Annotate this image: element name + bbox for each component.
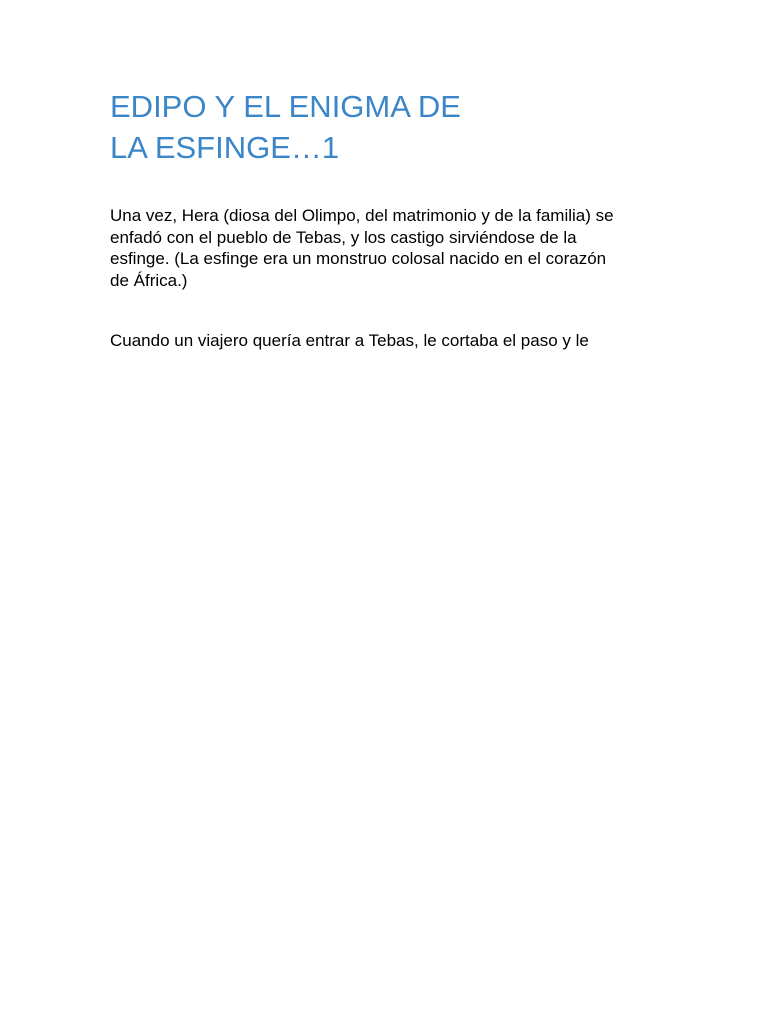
page-title-line: LA ESFINGE…1 bbox=[110, 130, 340, 165]
paragraph-line: esfinge. (La esfinge era un monstruo colosal nacido en el corazón bbox=[110, 249, 607, 268]
paragraph-line: Una vez, Hera (diosa del Olimpo, del matrimonio y de la familia) se bbox=[110, 206, 614, 225]
paragraph-line: de África.) bbox=[110, 270, 188, 290]
paragraph-line: enfadó con el pueblo de Tebas, y los castigo sirviéndose de la bbox=[110, 227, 577, 247]
page-title-line: EDIPO Y EL ENIGMA DE bbox=[110, 89, 461, 124]
paragraph-traveler bbox=[110, 330, 670, 352]
page-title bbox=[110, 86, 550, 168]
paragraph-intro bbox=[110, 205, 670, 291]
paragraph-line: Cuando un viajero quería entrar a Tebas, le cortaba el paso y le bbox=[110, 331, 589, 350]
